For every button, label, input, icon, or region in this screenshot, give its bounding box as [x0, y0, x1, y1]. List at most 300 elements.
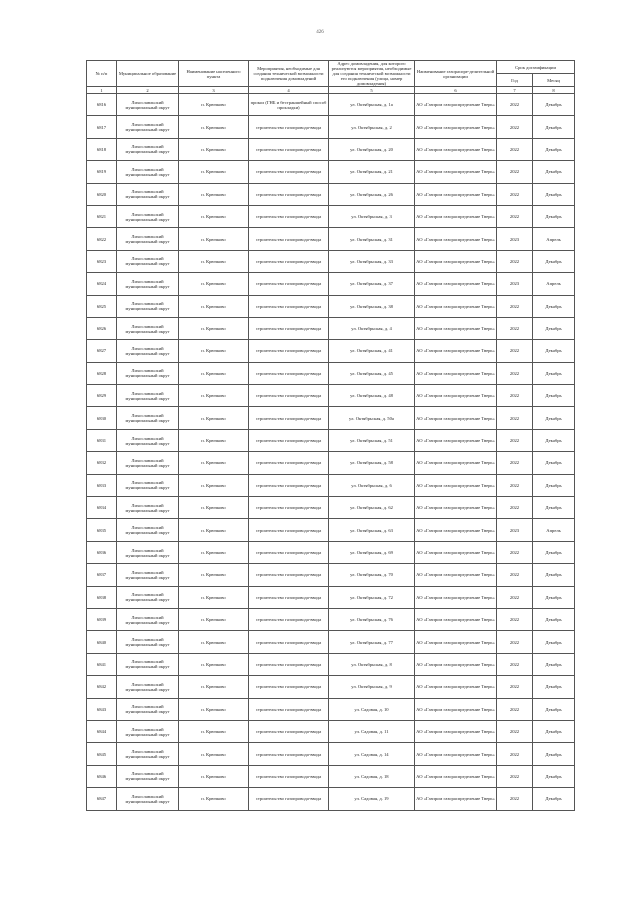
- measure-cell: строительство газопровода-ввода: [249, 161, 329, 183]
- organization-cell: АО «Газпром газораспределение Тверь»: [415, 788, 497, 810]
- settlement-cell: п. Крючково: [179, 138, 249, 160]
- header-month: Месяц: [533, 74, 575, 87]
- address-cell: ул. Октябрьская, д. 8: [329, 653, 415, 675]
- organization-cell: АО «Газпром газораспределение Тверь»: [415, 295, 497, 317]
- municipality-cell: Лихославльский муниципальный округ: [117, 676, 179, 698]
- municipality-cell: Лихославльский муниципальный округ: [117, 295, 179, 317]
- table-row: [87, 429, 575, 451]
- month-cell: Декабрь: [533, 720, 575, 742]
- municipality-cell: Лихославльский муниципальный округ: [117, 205, 179, 227]
- column-number: 7: [497, 87, 533, 94]
- organization-cell: АО «Газпром газораспределение Тверь»: [415, 407, 497, 429]
- column-number: 8: [533, 87, 575, 94]
- settlement-cell: п. Крючково: [179, 676, 249, 698]
- settlement-cell: п. Крючково: [179, 317, 249, 339]
- column-number: 2: [117, 87, 179, 94]
- header-organization: Наименование газораспре-делительной организации: [415, 61, 497, 87]
- column-number: 5: [329, 87, 415, 94]
- address-cell: ул. Садовая, д. 10: [329, 698, 415, 720]
- organization-cell: АО «Газпром газораспределение Тверь»: [415, 138, 497, 160]
- row-number: 6825: [87, 295, 117, 317]
- table-row: [87, 116, 575, 138]
- address-cell: ул. Октябрьская, д. 76: [329, 608, 415, 630]
- table-row: [87, 250, 575, 272]
- organization-cell: АО «Газпром газораспределение Тверь»: [415, 720, 497, 742]
- header-measures: Мероприятия, необходимые для создания технической возможности подключения домовладений: [249, 61, 329, 87]
- municipality-cell: Лихославльский муниципальный округ: [117, 653, 179, 675]
- year-cell: 2022: [497, 743, 533, 765]
- measure-cell: строительство газопровода-ввода: [249, 765, 329, 787]
- organization-cell: АО «Газпром газораспределение Тверь»: [415, 161, 497, 183]
- organization-cell: АО «Газпром газораспределение Тверь»: [415, 228, 497, 250]
- year-cell: 2022: [497, 541, 533, 563]
- month-cell: Декабрь: [533, 250, 575, 272]
- year-cell: 2022: [497, 497, 533, 519]
- year-cell: 2022: [497, 407, 533, 429]
- municipality-cell: Лихославльский муниципальный округ: [117, 407, 179, 429]
- measure-cell: строительство газопровода-ввода: [249, 653, 329, 675]
- table-row: [87, 698, 575, 720]
- row-number: 6838: [87, 586, 117, 608]
- month-cell: Апрель: [533, 519, 575, 541]
- measure-cell: строительство газопровода-ввода: [249, 497, 329, 519]
- measure-cell: строительство газопровода-ввода: [249, 519, 329, 541]
- settlement-cell: п. Крючково: [179, 743, 249, 765]
- row-number: 6828: [87, 362, 117, 384]
- year-cell: 2022: [497, 788, 533, 810]
- table-row: [87, 228, 575, 250]
- row-number: 6847: [87, 788, 117, 810]
- month-cell: Декабрь: [533, 205, 575, 227]
- organization-cell: АО «Газпром газораспределение Тверь»: [415, 653, 497, 675]
- month-cell: Апрель: [533, 228, 575, 250]
- address-cell: ул. Октябрьская, д. 72: [329, 586, 415, 608]
- settlement-cell: п. Крючково: [179, 273, 249, 295]
- table-row: [87, 788, 575, 810]
- month-cell: Декабрь: [533, 317, 575, 339]
- address-cell: ул. Садовая, д. 14: [329, 743, 415, 765]
- month-cell: Декабрь: [533, 676, 575, 698]
- municipality-cell: Лихославльский муниципальный округ: [117, 183, 179, 205]
- row-number: 6818: [87, 138, 117, 160]
- month-cell: Декабрь: [533, 429, 575, 451]
- year-cell: 2023: [497, 273, 533, 295]
- address-cell: ул. Октябрьская, д. 77: [329, 631, 415, 653]
- organization-cell: АО «Газпром газораспределение Тверь»: [415, 631, 497, 653]
- table-row: [87, 295, 575, 317]
- month-cell: Декабрь: [533, 653, 575, 675]
- address-cell: ул. Октябрьская, д. 20: [329, 138, 415, 160]
- row-number: 6822: [87, 228, 117, 250]
- header-address: Адрес домовладения, для которого реализуются мероприятия, необходимые для создания технической возможности его подключения (улица, номер домовладения): [329, 61, 415, 87]
- organization-cell: АО «Газпром газораспределение Тверь»: [415, 765, 497, 787]
- column-number-row: [87, 87, 575, 94]
- table-row: [87, 317, 575, 339]
- municipality-cell: Лихославльский муниципальный округ: [117, 720, 179, 742]
- row-number: 6846: [87, 765, 117, 787]
- settlement-cell: п. Крючково: [179, 474, 249, 496]
- organization-cell: АО «Газпром газораспределение Тверь»: [415, 608, 497, 630]
- header-deadline: Срок догазификации: [497, 61, 575, 74]
- address-cell: ул. Октябрьская, д. 63: [329, 519, 415, 541]
- measure-cell: строительство газопровода-ввода: [249, 452, 329, 474]
- row-number: 6832: [87, 452, 117, 474]
- month-cell: Апрель: [533, 273, 575, 295]
- settlement-cell: п. Крючково: [179, 765, 249, 787]
- table-row: [87, 653, 575, 675]
- year-cell: 2022: [497, 653, 533, 675]
- measure-cell: строительство газопровода-ввода: [249, 273, 329, 295]
- address-cell: ул. Октябрьская, д. 26: [329, 183, 415, 205]
- settlement-cell: п. Крючково: [179, 250, 249, 272]
- table-row: [87, 564, 575, 586]
- settlement-cell: п. Крючково: [179, 631, 249, 653]
- table-row: [87, 519, 575, 541]
- settlement-cell: п. Крючково: [179, 720, 249, 742]
- municipality-cell: Лихославльский муниципальный округ: [117, 608, 179, 630]
- measure-cell: строительство газопровода-ввода: [249, 541, 329, 563]
- address-cell: ул. Октябрьская, д. 9: [329, 676, 415, 698]
- table-row: [87, 765, 575, 787]
- row-number: 6829: [87, 385, 117, 407]
- header-municipality: Муниципальное образование: [117, 61, 179, 87]
- settlement-cell: п. Крючково: [179, 385, 249, 407]
- row-number: 6841: [87, 653, 117, 675]
- municipality-cell: Лихославльский муниципальный округ: [117, 385, 179, 407]
- row-number: 6845: [87, 743, 117, 765]
- address-cell: ул. Октябрьская, д. 1а: [329, 94, 415, 116]
- measure-cell: строительство газопровода-ввода: [249, 385, 329, 407]
- organization-cell: АО «Газпром газораспределение Тверь»: [415, 452, 497, 474]
- year-cell: 2022: [497, 295, 533, 317]
- measure-cell: строительство газопровода-ввода: [249, 720, 329, 742]
- measure-cell: строительство газопровода-ввода: [249, 340, 329, 362]
- month-cell: Декабрь: [533, 474, 575, 496]
- table-row: [87, 631, 575, 653]
- address-cell: ул. Октябрьская, д. 50а: [329, 407, 415, 429]
- month-cell: Декабрь: [533, 385, 575, 407]
- address-cell: ул. Октябрьская, д. 70: [329, 564, 415, 586]
- organization-cell: АО «Газпром газораспределение Тверь»: [415, 250, 497, 272]
- address-cell: ул. Октябрьская, д. 33: [329, 250, 415, 272]
- municipality-cell: Лихославльский муниципальный округ: [117, 743, 179, 765]
- municipality-cell: Лихославльский муниципальный округ: [117, 698, 179, 720]
- organization-cell: АО «Газпром газораспределение Тверь»: [415, 317, 497, 339]
- row-number: 6831: [87, 429, 117, 451]
- address-cell: ул. Садовая, д. 11: [329, 720, 415, 742]
- row-number: 6827: [87, 340, 117, 362]
- column-number: 3: [179, 87, 249, 94]
- row-number: 6833: [87, 474, 117, 496]
- address-cell: ул. Октябрьская, д. 41: [329, 340, 415, 362]
- table-row: [87, 452, 575, 474]
- settlement-cell: п. Крючково: [179, 205, 249, 227]
- table-row: [87, 541, 575, 563]
- organization-cell: АО «Газпром газораспределение Тверь»: [415, 273, 497, 295]
- table-row: [87, 385, 575, 407]
- municipality-cell: Лихославльский муниципальный округ: [117, 541, 179, 563]
- month-cell: Декабрь: [533, 407, 575, 429]
- year-cell: 2022: [497, 250, 533, 272]
- month-cell: Декабрь: [533, 765, 575, 787]
- measure-cell: строительство газопровода-ввода: [249, 317, 329, 339]
- municipality-cell: Лихославльский муниципальный округ: [117, 631, 179, 653]
- table-row: [87, 608, 575, 630]
- municipality-cell: Лихославльский муниципальный округ: [117, 362, 179, 384]
- row-number: 6817: [87, 116, 117, 138]
- year-cell: 2022: [497, 94, 533, 116]
- settlement-cell: п. Крючково: [179, 228, 249, 250]
- address-cell: ул. Октябрьская, д. 3: [329, 205, 415, 227]
- municipality-cell: Лихославльский муниципальный округ: [117, 250, 179, 272]
- table-row: [87, 273, 575, 295]
- municipality-cell: Лихославльский муниципальный округ: [117, 788, 179, 810]
- municipality-cell: Лихославльский муниципальный округ: [117, 765, 179, 787]
- settlement-cell: п. Крючково: [179, 161, 249, 183]
- row-number: 6842: [87, 676, 117, 698]
- municipality-cell: Лихославльский муниципальный округ: [117, 138, 179, 160]
- year-cell: 2022: [497, 317, 533, 339]
- year-cell: 2022: [497, 161, 533, 183]
- settlement-cell: п. Крючково: [179, 116, 249, 138]
- organization-cell: АО «Газпром газораспределение Тверь»: [415, 362, 497, 384]
- year-cell: 2023: [497, 228, 533, 250]
- year-cell: 2022: [497, 676, 533, 698]
- address-cell: ул. Октябрьская, д. 21: [329, 161, 415, 183]
- address-cell: ул. Октябрьская, д. 62: [329, 497, 415, 519]
- column-number: 1: [87, 87, 117, 94]
- gasification-table: [86, 60, 575, 811]
- row-number: 6826: [87, 317, 117, 339]
- row-number: 6835: [87, 519, 117, 541]
- settlement-cell: п. Крючково: [179, 788, 249, 810]
- year-cell: 2022: [497, 720, 533, 742]
- year-cell: 2022: [497, 452, 533, 474]
- settlement-cell: п. Крючково: [179, 541, 249, 563]
- measure-cell: строительство газопровода-ввода: [249, 743, 329, 765]
- organization-cell: АО «Газпром газораспределение Тверь»: [415, 183, 497, 205]
- municipality-cell: Лихославльский муниципальный округ: [117, 564, 179, 586]
- municipality-cell: Лихославльский муниципальный округ: [117, 94, 179, 116]
- measure-cell: строительство газопровода-ввода: [249, 474, 329, 496]
- table-row: [87, 497, 575, 519]
- column-number: 6: [415, 87, 497, 94]
- year-cell: 2022: [497, 631, 533, 653]
- year-cell: 2022: [497, 116, 533, 138]
- year-cell: 2022: [497, 586, 533, 608]
- measure-cell: строительство газопровода-ввода: [249, 362, 329, 384]
- year-cell: 2022: [497, 429, 533, 451]
- measure-cell: строительство газопровода-ввода: [249, 429, 329, 451]
- address-cell: ул. Октябрьская, д. 31: [329, 228, 415, 250]
- municipality-cell: Лихославльский муниципальный округ: [117, 273, 179, 295]
- year-cell: 2022: [497, 362, 533, 384]
- address-cell: ул. Октябрьская, д. 2: [329, 116, 415, 138]
- header-settlement: Наименование населенного пункта: [179, 61, 249, 87]
- measure-cell: прокол (ГНБ и бестраншейный способ прокладки): [249, 94, 329, 116]
- month-cell: Декабрь: [533, 586, 575, 608]
- row-number: 6821: [87, 205, 117, 227]
- month-cell: Декабрь: [533, 138, 575, 160]
- municipality-cell: Лихославльский муниципальный округ: [117, 497, 179, 519]
- row-number: 6816: [87, 94, 117, 116]
- municipality-cell: Лихославльский муниципальный округ: [117, 519, 179, 541]
- year-cell: 2022: [497, 340, 533, 362]
- table-row: [87, 183, 575, 205]
- table-row: [87, 362, 575, 384]
- table-row: [87, 407, 575, 429]
- measure-cell: строительство газопровода-ввода: [249, 586, 329, 608]
- organization-cell: АО «Газпром газораспределение Тверь»: [415, 676, 497, 698]
- month-cell: Декабрь: [533, 497, 575, 519]
- month-cell: Декабрь: [533, 183, 575, 205]
- municipality-cell: Лихославльский муниципальный округ: [117, 586, 179, 608]
- settlement-cell: п. Крючково: [179, 608, 249, 630]
- year-cell: 2022: [497, 205, 533, 227]
- month-cell: Декабрь: [533, 541, 575, 563]
- table-row: [87, 676, 575, 698]
- municipality-cell: Лихославльский муниципальный округ: [117, 340, 179, 362]
- row-number: 6823: [87, 250, 117, 272]
- settlement-cell: п. Крючково: [179, 497, 249, 519]
- address-cell: ул. Октябрьская, д. 48: [329, 385, 415, 407]
- organization-cell: АО «Газпром газораспределение Тверь»: [415, 340, 497, 362]
- row-number: 6844: [87, 720, 117, 742]
- measure-cell: строительство газопровода-ввода: [249, 116, 329, 138]
- organization-cell: АО «Газпром газораспределение Тверь»: [415, 743, 497, 765]
- year-cell: 2022: [497, 138, 533, 160]
- municipality-cell: Лихославльский муниципальный округ: [117, 317, 179, 339]
- year-cell: 2022: [497, 474, 533, 496]
- row-number: 6836: [87, 541, 117, 563]
- table-row: [87, 138, 575, 160]
- organization-cell: АО «Газпром газораспределение Тверь»: [415, 497, 497, 519]
- month-cell: Декабрь: [533, 116, 575, 138]
- column-number: 4: [249, 87, 329, 94]
- month-cell: Декабрь: [533, 161, 575, 183]
- settlement-cell: п. Крючково: [179, 564, 249, 586]
- municipality-cell: Лихославльский муниципальный округ: [117, 228, 179, 250]
- measure-cell: строительство газопровода-ввода: [249, 228, 329, 250]
- year-cell: 2022: [497, 385, 533, 407]
- year-cell: 2022: [497, 183, 533, 205]
- measure-cell: строительство газопровода-ввода: [249, 407, 329, 429]
- settlement-cell: п. Крючково: [179, 362, 249, 384]
- settlement-cell: п. Крючково: [179, 407, 249, 429]
- organization-cell: АО «Газпром газораспределение Тверь»: [415, 205, 497, 227]
- table-row: [87, 743, 575, 765]
- municipality-cell: Лихославльский муниципальный округ: [117, 429, 179, 451]
- measure-cell: строительство газопровода-ввода: [249, 676, 329, 698]
- measure-cell: строительство газопровода-ввода: [249, 295, 329, 317]
- year-cell: 2022: [497, 608, 533, 630]
- municipality-cell: Лихославльский муниципальный округ: [117, 474, 179, 496]
- organization-cell: АО «Газпром газораспределение Тверь»: [415, 586, 497, 608]
- measure-cell: строительство газопровода-ввода: [249, 183, 329, 205]
- row-number: 6834: [87, 497, 117, 519]
- organization-cell: АО «Газпром газораспределение Тверь»: [415, 564, 497, 586]
- settlement-cell: п. Крючково: [179, 586, 249, 608]
- address-cell: ул. Октябрьская, д. 58: [329, 452, 415, 474]
- address-cell: ул. Октябрьская, д. 45: [329, 362, 415, 384]
- settlement-cell: п. Крючково: [179, 94, 249, 116]
- row-number: 6839: [87, 608, 117, 630]
- header-no: № п/п: [87, 61, 117, 87]
- settlement-cell: п. Крючково: [179, 698, 249, 720]
- row-number: 6824: [87, 273, 117, 295]
- month-cell: Декабрь: [533, 452, 575, 474]
- row-number: 6837: [87, 564, 117, 586]
- row-number: 6840: [87, 631, 117, 653]
- address-cell: ул. Октябрьская, д. 4: [329, 317, 415, 339]
- organization-cell: АО «Газпром газораспределение Тверь»: [415, 429, 497, 451]
- address-cell: ул. Октябрьская, д. 69: [329, 541, 415, 563]
- table-row: [87, 720, 575, 742]
- organization-cell: АО «Газпром газораспределение Тверь»: [415, 519, 497, 541]
- measure-cell: строительство газопровода-ввода: [249, 205, 329, 227]
- row-number: 6830: [87, 407, 117, 429]
- measure-cell: строительство газопровода-ввода: [249, 698, 329, 720]
- settlement-cell: п. Крючково: [179, 519, 249, 541]
- address-cell: ул. Садовая, д. 18: [329, 765, 415, 787]
- table-row: [87, 161, 575, 183]
- row-number: 6820: [87, 183, 117, 205]
- organization-cell: АО «Газпром газораспределение Тверь»: [415, 541, 497, 563]
- address-cell: ул. Октябрьская, д. 51: [329, 429, 415, 451]
- settlement-cell: п. Крючково: [179, 340, 249, 362]
- year-cell: 2022: [497, 698, 533, 720]
- organization-cell: АО «Газпром газораспределение Тверь»: [415, 474, 497, 496]
- month-cell: Декабрь: [533, 743, 575, 765]
- organization-cell: АО «Газпром газораспределение Тверь»: [415, 94, 497, 116]
- measure-cell: строительство газопровода-ввода: [249, 564, 329, 586]
- table-row: [87, 586, 575, 608]
- settlement-cell: п. Крючково: [179, 295, 249, 317]
- settlement-cell: п. Крючково: [179, 429, 249, 451]
- year-cell: 2022: [497, 765, 533, 787]
- month-cell: Декабрь: [533, 564, 575, 586]
- year-cell: 2022: [497, 564, 533, 586]
- address-cell: ул. Октябрьская, д. 38: [329, 295, 415, 317]
- settlement-cell: п. Крючково: [179, 452, 249, 474]
- organization-cell: АО «Газпром газораспределение Тверь»: [415, 385, 497, 407]
- address-cell: ул. Октябрьская, д. 37: [329, 273, 415, 295]
- year-cell: 2023: [497, 519, 533, 541]
- measure-cell: строительство газопровода-ввода: [249, 788, 329, 810]
- measure-cell: строительство газопровода-ввода: [249, 608, 329, 630]
- organization-cell: АО «Газпром газораспределение Тверь»: [415, 116, 497, 138]
- header-year: Год: [497, 74, 533, 87]
- address-cell: ул. Октябрьская, д. 6: [329, 474, 415, 496]
- month-cell: Декабрь: [533, 788, 575, 810]
- table-row: [87, 205, 575, 227]
- month-cell: Декабрь: [533, 295, 575, 317]
- month-cell: Декабрь: [533, 340, 575, 362]
- row-number: 6843: [87, 698, 117, 720]
- page-number: 426: [316, 30, 324, 35]
- row-number: 6819: [87, 161, 117, 183]
- month-cell: Декабрь: [533, 631, 575, 653]
- measure-cell: строительство газопровода-ввода: [249, 138, 329, 160]
- municipality-cell: Лихославльский муниципальный округ: [117, 161, 179, 183]
- month-cell: Декабрь: [533, 94, 575, 116]
- organization-cell: АО «Газпром газораспределение Тверь»: [415, 698, 497, 720]
- settlement-cell: п. Крючково: [179, 653, 249, 675]
- municipality-cell: Лихославльский муниципальный округ: [117, 116, 179, 138]
- table-row: [87, 474, 575, 496]
- month-cell: Декабрь: [533, 362, 575, 384]
- month-cell: Декабрь: [533, 608, 575, 630]
